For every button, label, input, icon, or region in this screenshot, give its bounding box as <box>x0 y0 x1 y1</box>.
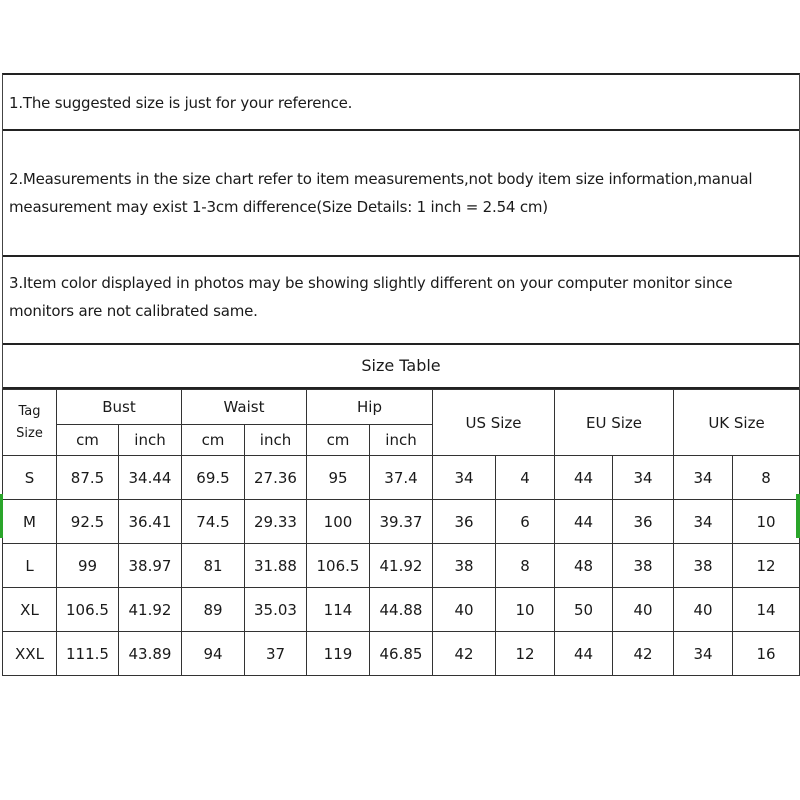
table-cell: 27.36 <box>245 456 307 500</box>
table-cell: 46.85 <box>370 632 433 676</box>
table-cell: XXL <box>3 632 57 676</box>
table-cell: 34 <box>674 456 733 500</box>
table-cell: 37.4 <box>370 456 433 500</box>
table-cell: 12 <box>496 632 555 676</box>
table-cell: 41.92 <box>119 588 182 632</box>
table-cell: 34 <box>674 632 733 676</box>
table-cell: 69.5 <box>182 456 245 500</box>
row-highlight-left <box>0 494 3 538</box>
table-cell: 44 <box>555 632 613 676</box>
table-cell: 106.5 <box>307 544 370 588</box>
table-cell: 31.88 <box>245 544 307 588</box>
table-cell: L <box>3 544 57 588</box>
size-table-title: Size Table <box>3 345 799 389</box>
table-cell: 43.89 <box>119 632 182 676</box>
table-cell: 44.88 <box>370 588 433 632</box>
table-cell: 36 <box>613 500 674 544</box>
table-cell: 34 <box>613 456 674 500</box>
table-cell: 10 <box>733 500 800 544</box>
table-cell: 50 <box>555 588 613 632</box>
hip-header: Hip <box>307 390 433 425</box>
header-row <box>3 390 800 425</box>
tag-size-header <box>3 390 57 456</box>
table-row <box>3 544 800 588</box>
table-row <box>3 632 800 676</box>
table-cell: 81 <box>182 544 245 588</box>
table-cell: 35.03 <box>245 588 307 632</box>
tag-size-label-line1: Tag <box>18 403 41 419</box>
note-reference: 1.The suggested size is just for your reference. <box>3 75 799 131</box>
bust-inch-header: inch <box>119 425 182 456</box>
table-cell: 42 <box>613 632 674 676</box>
size-guide-document <box>2 73 800 676</box>
table-cell: 6 <box>496 500 555 544</box>
note-color: 3.Item color displayed in photos may be showing slightly different on your computer monitor since monitors are not calibrated same. <box>3 257 799 345</box>
table-cell: 74.5 <box>182 500 245 544</box>
table-cell: 92.5 <box>57 500 119 544</box>
table-cell: 111.5 <box>57 632 119 676</box>
table-cell: 38 <box>674 544 733 588</box>
table-cell: 114 <box>307 588 370 632</box>
table-cell: 38.97 <box>119 544 182 588</box>
waist-header: Waist <box>182 390 307 425</box>
eu-size-header: EU Size <box>555 390 674 456</box>
table-cell: 37 <box>245 632 307 676</box>
table-cell: S <box>3 456 57 500</box>
table-cell: 44 <box>555 456 613 500</box>
table-cell: 34 <box>433 456 496 500</box>
table-row <box>3 500 800 544</box>
table-cell: XL <box>3 588 57 632</box>
table-cell: 39.37 <box>370 500 433 544</box>
table-cell: 8 <box>496 544 555 588</box>
table-cell: 89 <box>182 588 245 632</box>
waist-inch-header: inch <box>245 425 307 456</box>
bust-cm-header: cm <box>57 425 119 456</box>
uk-size-header: UK Size <box>674 390 800 456</box>
waist-cm-header: cm <box>182 425 245 456</box>
table-cell: 10 <box>496 588 555 632</box>
table-cell: 12 <box>733 544 800 588</box>
table-cell: 16 <box>733 632 800 676</box>
note-measurements: 2.Measurements in the size chart refer to item measurements,not body item size information,manual measurement may exist 1-3cm difference(Size Details: 1 inch = 2.54 cm) <box>3 131 799 257</box>
table-cell: 34 <box>674 500 733 544</box>
table-cell: 40 <box>674 588 733 632</box>
table-cell: 29.33 <box>245 500 307 544</box>
row-highlight-right <box>796 494 800 538</box>
table-cell: 38 <box>613 544 674 588</box>
table-cell: M <box>3 500 57 544</box>
table-cell: 36.41 <box>119 500 182 544</box>
table-cell: 44 <box>555 500 613 544</box>
hip-inch-header: inch <box>370 425 433 456</box>
hip-cm-header: cm <box>307 425 370 456</box>
table-cell: 87.5 <box>57 456 119 500</box>
table-cell: 4 <box>496 456 555 500</box>
table-row <box>3 588 800 632</box>
table-cell: 99 <box>57 544 119 588</box>
table-cell: 40 <box>613 588 674 632</box>
table-cell: 100 <box>307 500 370 544</box>
table-cell: 95 <box>307 456 370 500</box>
table-cell: 8 <box>733 456 800 500</box>
table-cell: 41.92 <box>370 544 433 588</box>
table-row <box>3 456 800 500</box>
table-cell: 40 <box>433 588 496 632</box>
tag-size-label-line2: Size <box>16 425 43 441</box>
us-size-header: US Size <box>433 390 555 456</box>
table-cell: 42 <box>433 632 496 676</box>
table-cell: 119 <box>307 632 370 676</box>
table-cell: 48 <box>555 544 613 588</box>
size-table <box>2 389 800 676</box>
table-cell: 106.5 <box>57 588 119 632</box>
bust-header: Bust <box>57 390 182 425</box>
table-cell: 14 <box>733 588 800 632</box>
table-cell: 36 <box>433 500 496 544</box>
table-cell: 34.44 <box>119 456 182 500</box>
table-cell: 38 <box>433 544 496 588</box>
table-cell: 94 <box>182 632 245 676</box>
